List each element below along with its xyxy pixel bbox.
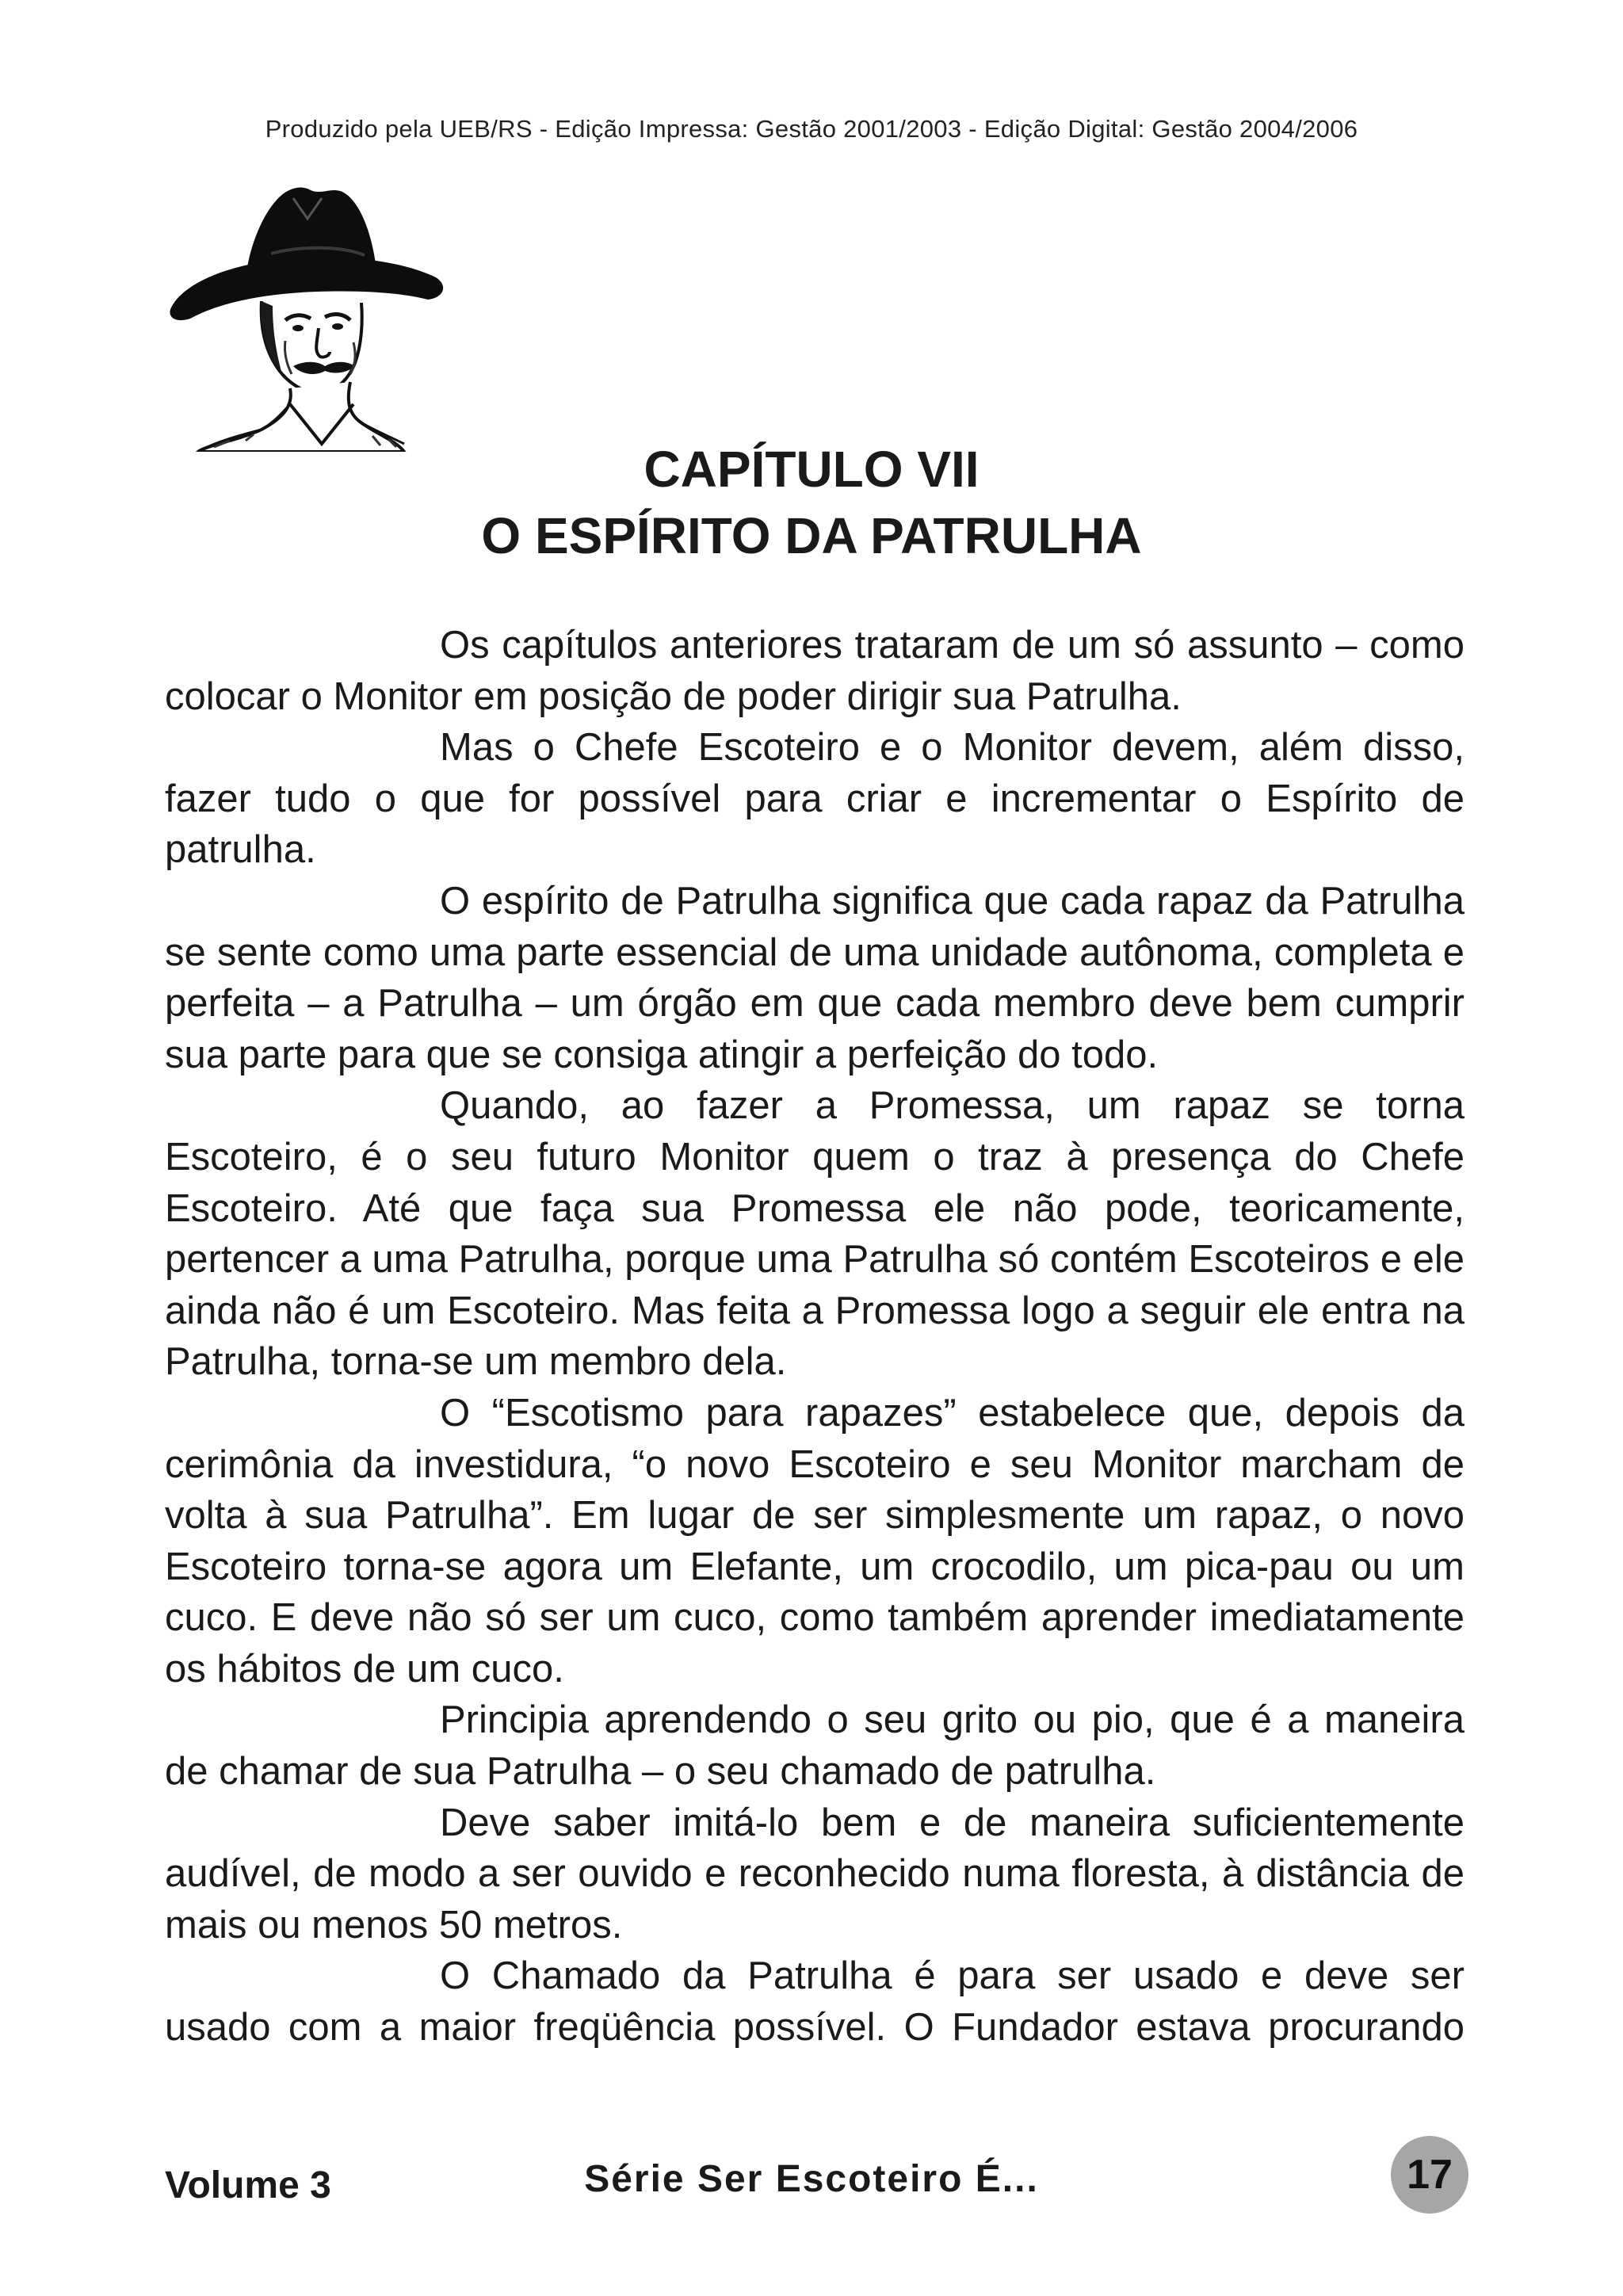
chapter-body <box>165 620 1465 2053</box>
paragraph: O espírito de Patrulha significa que cada rapaz da Patrulha se sente como uma parte essencial de uma unidade autônoma, completa e perfeita – a Patrulha – um órgão em que cada membro deve bem cumprir sua parte para que se consiga atingir a perfeição do todo. <box>165 879 1465 1076</box>
paragraph: Quando, ao fazer a Promessa, um rapaz se torna Escoteiro, é o seu futuro Monitor quem o traz à presença do Chefe Escoteiro. Até que faça sua Promessa ele não pode, teoricamente, pertencer a uma Patrulha, porque uma Patrulha só contém Escoteiros e ele ainda não é um Escoteiro. Mas feita a Promessa logo a seguir ele entra na Patrulha, torna-se um membro dela. <box>165 1084 1465 1384</box>
paragraph: O Chamado da Patrulha é para ser usado e deve ser usado com a maior freqüência possível. O Fundador estava procurando <box>165 1954 1465 2050</box>
paragraph: Principia aprendendo o seu grito ou pio, que é a maneira de chamar de sua Patrulha – o seu chamado de patrulha. <box>165 1698 1465 1794</box>
paragraph: Mas o Chefe Escoteiro e o Monitor devem, além disso, fazer tudo o que for possível para criar e incrementar o Espírito de patrulha. <box>165 726 1465 872</box>
page-number: 17 <box>1407 2152 1453 2198</box>
scout-founder-portrait-icon <box>166 166 452 452</box>
page-number-badge <box>1391 2136 1468 2214</box>
paragraph: Os capítulos anteriores trataram de um só assunto – como colocar o Monitor em posição de poder dirigir sua Patrulha. <box>165 624 1465 718</box>
chapter-heading <box>0 436 1623 569</box>
chapter-number: CAPÍTULO VII <box>643 441 980 498</box>
footer-series: Série Ser Escoteiro É... <box>584 2158 1039 2200</box>
paragraph: O “Escotismo para rapazes” estabelece que, depois da cerimônia da investidura, “o novo Escoteiro e seu Monitor marcham de volta à sua Patrulha”. Em lugar de ser simplesmente um rapaz, o novo Escoteiro torna-se agora um Elefante, um crocodilo, um pica-pau ou um cuco. E deve não só ser um cuco, como também aprender imediatamente os hábitos de um cuco. <box>165 1391 1465 1690</box>
header-credit: Produzido pela UEB/RS - Edição Impressa: Gestão 2001/2003 - Edição Digital: Gestão 2004/2006 <box>265 115 1358 143</box>
paragraph: Deve saber imitá-lo bem e de maneira suficientemente audível, de modo a ser ouvido e reconhecido numa floresta, à distância de mais ou menos 50 metros. <box>165 1801 1465 1946</box>
footer-volume: Volume 3 <box>165 2164 331 2206</box>
chapter-title: O ESPÍRITO DA PATRULHA <box>481 507 1142 564</box>
